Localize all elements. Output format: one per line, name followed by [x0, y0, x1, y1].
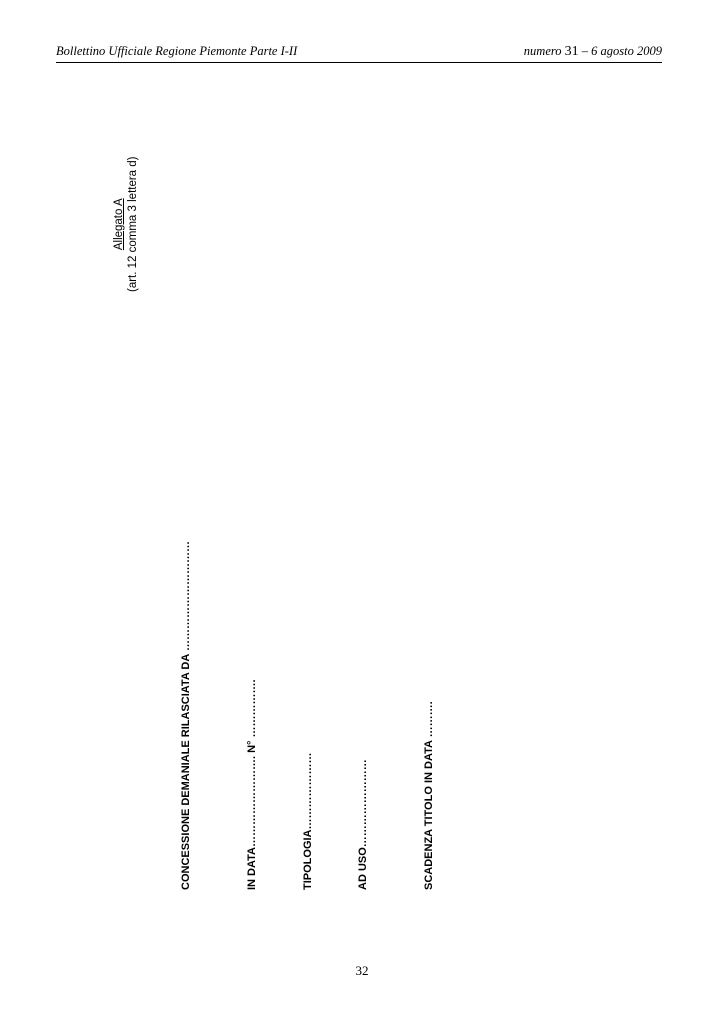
annex-title: Allegato A: [113, 198, 125, 251]
issue-info: [524, 44, 662, 60]
page-number: 32: [355, 963, 369, 978]
issue-prefix: numero: [523, 44, 562, 58]
field-tipologia: TIPOLOGIA…………………: [302, 752, 314, 890]
issue-date: – 6 agosto 2009: [581, 44, 662, 58]
page-header: [56, 42, 662, 63]
field-concessione: CONCESSIONE DEMANIALE RILASCIATA DA …………………………: [180, 541, 192, 890]
bulletin-title: Bollettino Ufficiale Regione Piemonte Parte I-II: [56, 44, 298, 58]
field-in-data: IN DATA……………………. N° …………….: [246, 679, 258, 890]
annex-label: [112, 157, 140, 293]
annex-reference: (art. 12 comma 3 lettera d): [127, 156, 139, 292]
field-scadenza: SCADENZA TITOLO IN DATA ……….: [423, 701, 435, 890]
field-ad-uso: AD USO……………………: [357, 759, 369, 890]
issue-number: 31: [564, 44, 579, 59]
